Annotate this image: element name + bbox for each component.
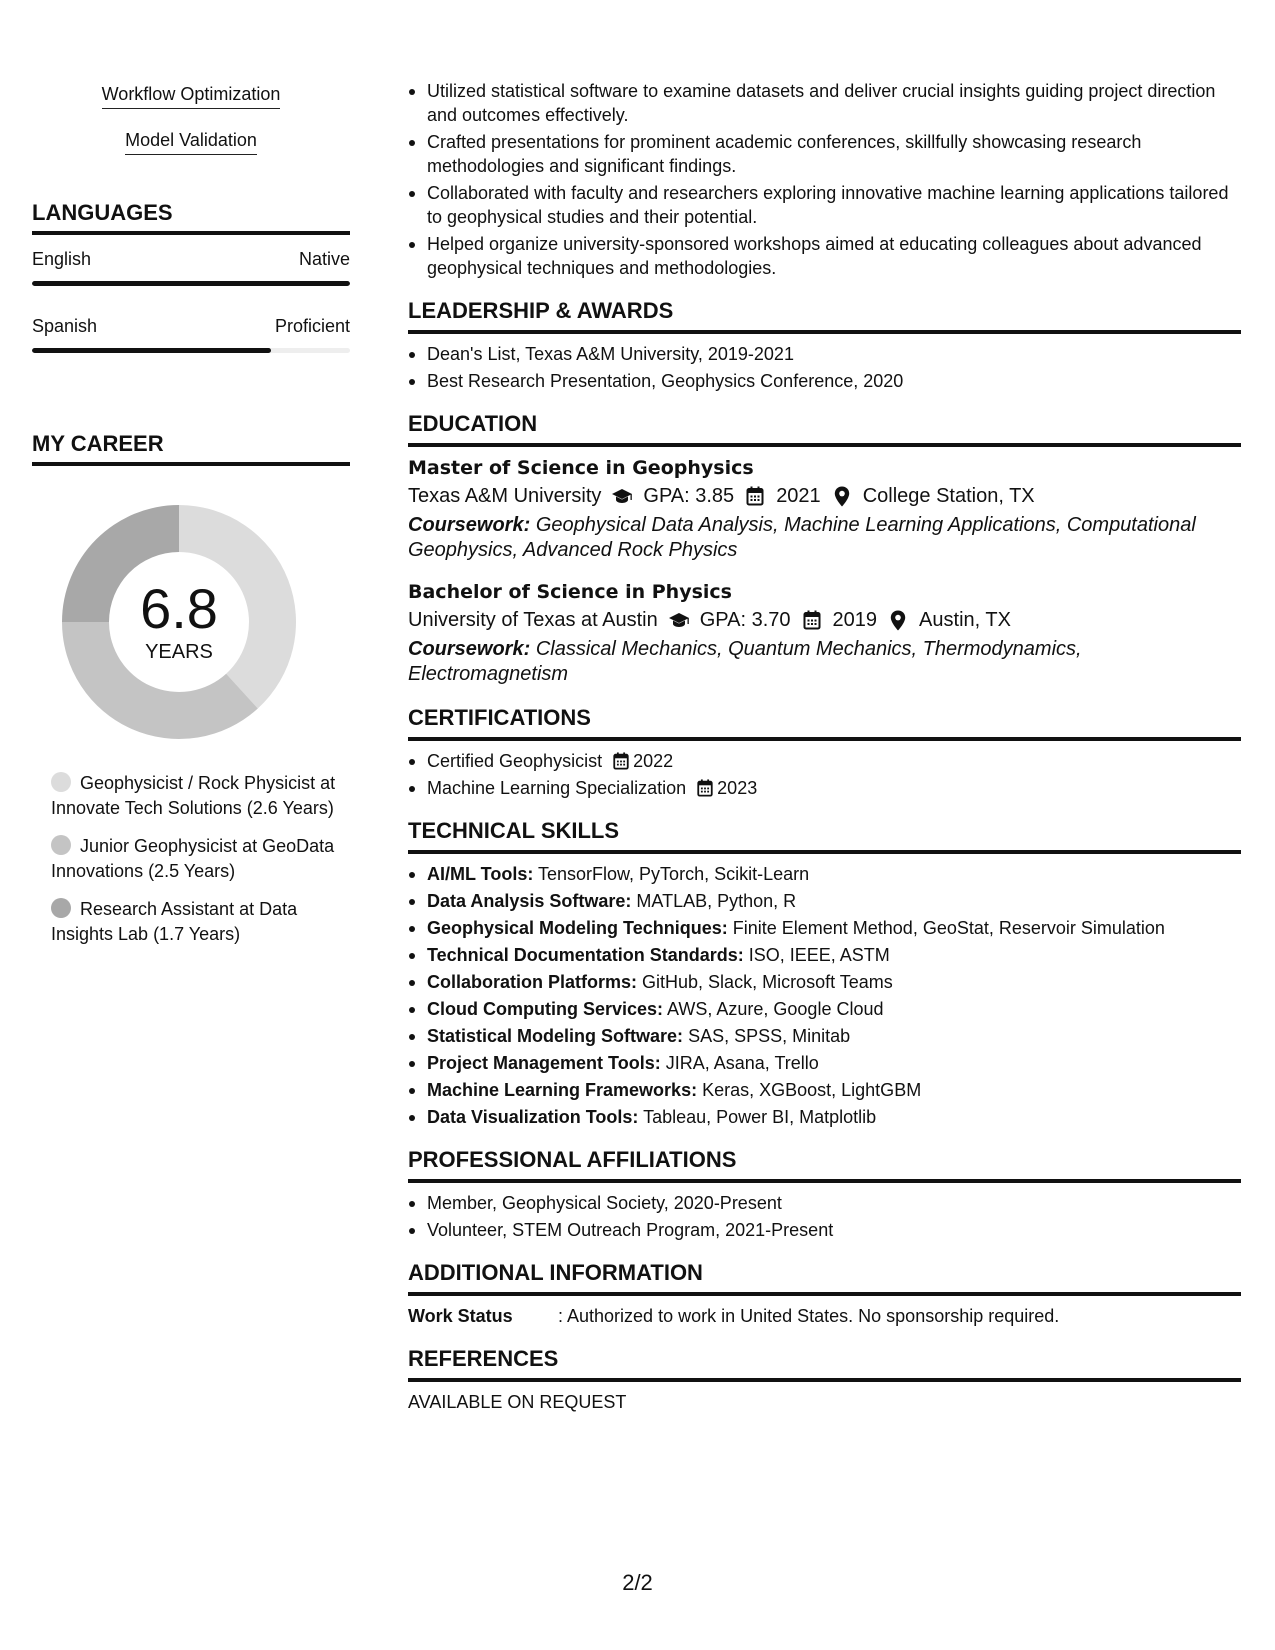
affiliations-section (408, 1147, 1241, 1242)
career-section (32, 431, 350, 947)
career-legend (32, 771, 350, 947)
language-level: Proficient (274, 316, 350, 336)
work-status-label: Work Status (408, 1306, 513, 1326)
legend-item: Research Assistant at Data Insights Lab (1.7 Years) (51, 899, 298, 944)
list-item: Machine Learning Specialization 2023 (408, 776, 1241, 800)
section-heading: REFERENCES (408, 1346, 1241, 1382)
list-item: Dean's List, Texas A&M University, 2019-2021 (408, 342, 1241, 366)
location-pin-icon (887, 609, 909, 631)
references-text: AVAILABLE ON REQUEST (408, 1392, 627, 1412)
language-item (32, 247, 350, 286)
graduation-year: 2021 (776, 485, 821, 507)
list-item: Data Analysis Software: MATLAB, Python, R (408, 889, 1241, 913)
degree-title: Bachelor of Science in Physics (408, 581, 732, 603)
main-content (408, 79, 1241, 1414)
career-donut-chart (56, 499, 302, 745)
coursework: Coursework: Geophysical Data Analysis, Machine Learning Applications, Computational Geophysics, Advanced Rock Physics (408, 514, 1196, 561)
calendar-icon (744, 485, 766, 507)
gpa: GPA: 3.70 (699, 609, 791, 631)
section-heading: PROFESSIONAL AFFILIATIONS (408, 1147, 1241, 1183)
language-proficiency-fill (32, 348, 271, 353)
list-item: Member, Geophysical Society, 2020-Present (408, 1191, 1241, 1215)
languages-heading: LANGUAGES (32, 200, 350, 235)
list-item: Collaborated with faculty and researchers exploring innovative machine learning applications tailored to geophysical studies and their potential. (408, 181, 1241, 229)
list-item: Certified Geophysicist 2022 (408, 749, 1241, 773)
career-total-value: 6.8 (140, 577, 218, 640)
gpa: GPA: 3.85 (643, 485, 735, 507)
education-section (408, 411, 1241, 687)
list-item: Geophysical Modeling Techniques: Finite Element Method, GeoStat, Reservoir Simulation (408, 916, 1241, 940)
education-item (408, 579, 1241, 687)
work-status-value: : Authorized to work in United States. No sponsorship required. (558, 1306, 1060, 1326)
languages-section (32, 200, 350, 353)
education-item (408, 455, 1241, 563)
technical-skills-section (408, 818, 1241, 1129)
language-name: English (32, 249, 92, 269)
list-item: Machine Learning Frameworks: Keras, XGBoost, LightGBM (408, 1078, 1241, 1102)
section-heading: LEADERSHIP & AWARDS (408, 298, 1241, 334)
location: Austin, TX (919, 609, 1011, 631)
career-total-unit: YEARS (145, 641, 213, 663)
awards-section (408, 298, 1241, 393)
calendar-icon (696, 779, 714, 797)
graduation-cap-icon (611, 485, 633, 507)
list-item: Volunteer, STEM Outreach Program, 2021-Present (408, 1218, 1241, 1242)
language-item (32, 314, 350, 353)
legend-dot (51, 835, 71, 855)
location-pin-icon (831, 485, 853, 507)
list-item: Project Management Tools: JIRA, Asana, Trello (408, 1051, 1241, 1075)
additional-info-section (408, 1260, 1241, 1328)
certifications-section (408, 705, 1241, 800)
school-name: Texas A&M University (408, 485, 602, 507)
list-item: Data Visualization Tools: Tableau, Power BI, Matplotlib (408, 1105, 1241, 1129)
legend-item: Geophysicist / Rock Physicist at Innovate Tech Solutions (2.6 Years) (51, 773, 336, 818)
language-name: Spanish (32, 316, 98, 336)
references-section (408, 1346, 1241, 1414)
location: College Station, TX (862, 485, 1035, 507)
page-number: 2/2 (622, 1570, 653, 1595)
list-item: Technical Documentation Standards: ISO, IEEE, ASTM (408, 943, 1241, 967)
skill-tag: Workflow Optimization (32, 82, 350, 109)
legend-dot (51, 898, 71, 918)
language-proficiency-fill (32, 281, 350, 286)
list-item: Best Research Presentation, Geophysics Conference, 2020 (408, 369, 1241, 393)
calendar-icon (801, 609, 823, 631)
coursework: Coursework: Classical Mechanics, Quantum Mechanics, Thermodynamics, Electromagnetism (408, 638, 1082, 685)
calendar-icon (612, 752, 630, 770)
graduation-cap-icon (668, 609, 690, 631)
list-item: AI/ML Tools: TensorFlow, PyTorch, Scikit-Learn (408, 862, 1241, 886)
list-item: Helped organize university-sponsored workshops aimed at educating colleagues about advanced geophysical techniques and methodologies. (408, 232, 1241, 280)
list-item: Cloud Computing Services: AWS, Azure, Google Cloud (408, 997, 1241, 1021)
legend-item: Junior Geophysicist at GeoData Innovations (2.5 Years) (51, 836, 335, 881)
career-heading: MY CAREER (32, 431, 350, 466)
graduation-year: 2019 (832, 609, 878, 631)
list-item: Utilized statistical software to examine datasets and deliver crucial insights guiding project direction and outcomes effectively. (408, 79, 1241, 127)
legend-dot (51, 772, 71, 792)
list-item: Statistical Modeling Software: SAS, SPSS, Minitab (408, 1024, 1241, 1048)
language-proficiency-bar (32, 281, 350, 286)
skill-tag: Model Validation (32, 128, 350, 155)
school-name: University of Texas at Austin (408, 609, 658, 631)
language-level: Native (298, 249, 350, 269)
section-heading: EDUCATION (408, 411, 1241, 447)
section-heading: CERTIFICATIONS (408, 705, 1241, 741)
degree-title: Master of Science in Geophysics (408, 457, 754, 479)
section-heading: ADDITIONAL INFORMATION (408, 1260, 1241, 1296)
experience-bullets (408, 79, 1241, 280)
sidebar (32, 82, 350, 947)
language-proficiency-bar (32, 348, 350, 353)
list-item: Crafted presentations for prominent academic conferences, skillfully showcasing research methodologies and significant findings. (408, 130, 1241, 178)
list-item: Collaboration Platforms: GitHub, Slack, Microsoft Teams (408, 970, 1241, 994)
section-heading: TECHNICAL SKILLS (408, 818, 1241, 854)
